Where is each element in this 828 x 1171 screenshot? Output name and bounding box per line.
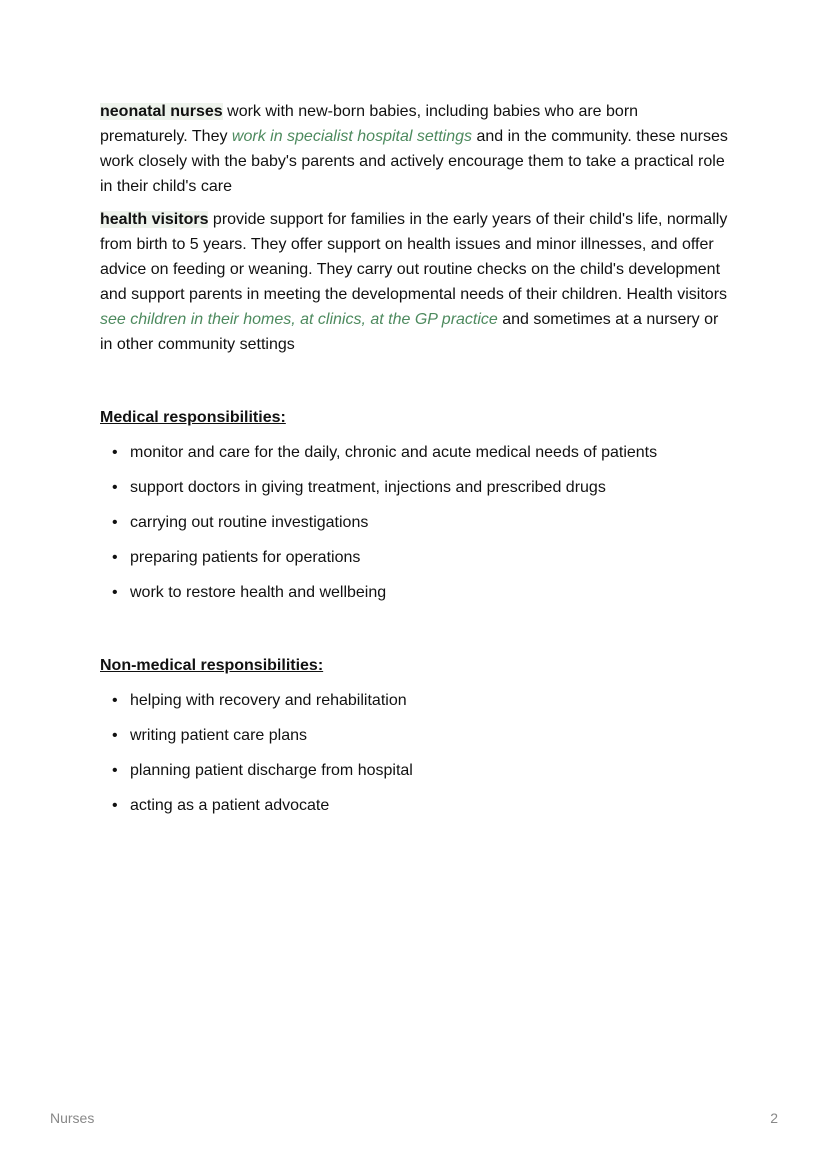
bullet-icon: • (112, 549, 118, 566)
list-item-text: writing patient care plans (130, 727, 307, 744)
list-item-text: work to restore health and wellbeing (130, 584, 387, 601)
list-item-text: monitor and care for the daily, chronic and acute medical needs of patients (130, 444, 658, 461)
list-item (100, 793, 730, 818)
neonatal-link[interactable]: work in specialist hospital settings (231, 128, 473, 145)
medical-responsibilities-list (100, 440, 730, 605)
list-item-text: carrying out routine investigations (130, 514, 369, 531)
neonatal-text-1: work with new-born babies, including babies who are born prematurely. They (100, 103, 639, 145)
list-item-text: preparing patients for operations (130, 549, 361, 566)
list-item (100, 758, 730, 783)
list-item (100, 510, 730, 535)
bullet-icon: • (112, 692, 118, 709)
list-item (100, 475, 730, 500)
list-item-text: support doctors in giving treatment, injections and prescribed drugs (130, 479, 606, 496)
bullet-icon: • (112, 797, 118, 814)
list-item (100, 440, 730, 465)
non-medical-responsibilities-list (100, 688, 730, 818)
bullet-icon: • (112, 444, 118, 461)
bullet-icon: • (112, 479, 118, 496)
list-item-text: helping with recovery and rehabilitation (130, 692, 407, 709)
paragraph-health-visitors (100, 207, 730, 357)
health-visitors-text-2: and sometimes at a nursery or in other community settings (100, 311, 719, 353)
page-number: 2 (770, 1110, 778, 1126)
list-item (100, 723, 730, 748)
neonatal-text-2: and in the community. these nurses work closely with the baby's parents and actively encourage them to take a practical role in their child's care (100, 128, 728, 195)
paragraph-neonatal-nurses (100, 99, 730, 199)
list-item (100, 545, 730, 570)
health-visitors-text-1: provide support for families in the early years of their child's life, normally from birth to 5 years. They offer support on health issues and minor illnesses, and offer advice on feeding or weaning. They carry out routine checks on the child's development and support parents in meeting the developmental needs of their children. Health visitors (100, 211, 728, 303)
term-neonatal-nurses: neonatal nurses (100, 103, 223, 120)
footer-title: Nurses (50, 1110, 95, 1126)
document-body (100, 99, 730, 828)
bullet-icon: • (112, 514, 118, 531)
list-item-text: planning patient discharge from hospital (130, 762, 413, 779)
list-item-text: acting as a patient advocate (130, 797, 330, 814)
bullet-icon: • (112, 727, 118, 744)
bullet-icon: • (112, 762, 118, 779)
medical-responsibilities-heading: Medical responsibilities: (100, 409, 286, 426)
term-health-visitors: health visitors (100, 211, 209, 228)
bullet-icon: • (112, 584, 118, 601)
list-item (100, 688, 730, 713)
list-item (100, 580, 730, 605)
health-visitors-link[interactable]: see children in their homes, at clinics, at the GP practice (100, 311, 498, 328)
non-medical-responsibilities-heading: Non-medical responsibilities: (100, 657, 324, 674)
